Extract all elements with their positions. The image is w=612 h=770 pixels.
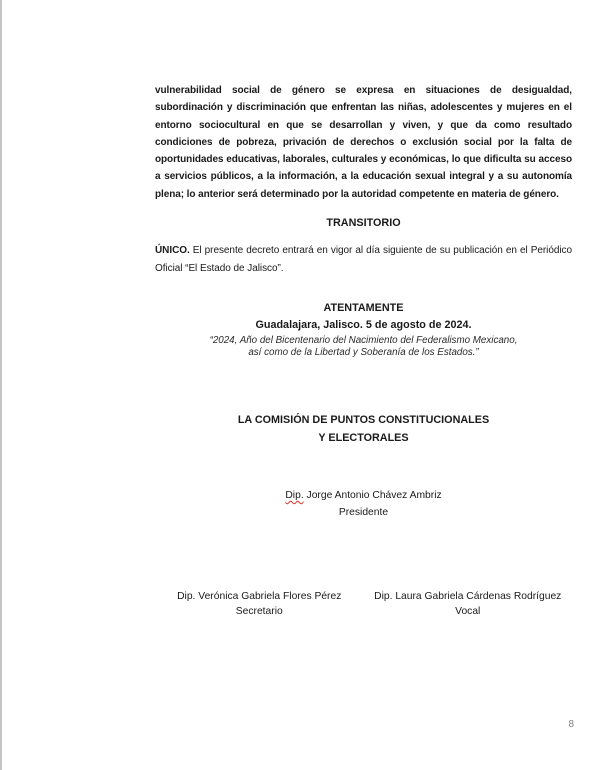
signatories-row [155,589,572,620]
page-content [155,0,572,620]
year-motto-line-2: así como de la Libertad y Soberanía de los Estados.” [248,346,479,358]
page-edge-line [0,0,2,770]
commission-heading [155,412,572,447]
president-name: Jorge Antonio Chávez Ambriz [303,489,442,501]
unico-text: El presente decreto entrará en vigor al día siguiente de su publicación en el Periódico Oficial “El Estado de Jalisco”. [155,245,572,274]
transitorio-heading: TRANSITORIO [326,217,401,230]
president-name-prefix: Dip. [285,489,304,501]
year-motto-line-1: “2024, Año del Bicentenario del Nacimiento del Federalismo Mexicano, [209,334,518,346]
unico-label: ÚNICO. [155,245,190,257]
body-paragraph: vulnerabilidad social de género se expresa en situaciones de desigualdad, subordinación y discriminación que enfrentan las niñas, adolescentes y mujeres en el entorno sociocultural en que se desarrollan y viven, y que da como resultado condiciones de pobreza, privación de derechos o exclusión social por la falta de oportunidades educativas, laborales, culturales y económicas, lo que dificulta su acceso a servicios públicos, a la información, a la educación sexual integral y a su autonomía plena; lo anterior será determinado por la autoridad competente en materia de género. [155,85,572,200]
commission-heading-line-2: Y ELECTORALES [318,431,409,444]
signatory-title: Secretario [235,606,283,618]
signatory-name: Dip. Laura Gabriela Cárdenas Rodríguez [374,590,562,602]
place-date-line: Guadalajara, Jalisco. 5 de agosto de 2024. [255,319,472,332]
unico-paragraph [155,242,572,277]
signatory-secretary-block [155,589,364,620]
president-signature-block [155,487,572,522]
commission-heading-line-1: LA COMISIÓN DE PUNTOS CONSTITUCIONALES [237,414,490,427]
president-title: Presidente [338,507,389,519]
signatory-title: Vocal [455,606,481,618]
atentamente-heading: ATENTAMENTE [323,301,404,314]
page-number: 8 [568,719,574,730]
signatory-name: Dip. Verónica Gabriela Flores Pérez [177,590,342,602]
president-name-line [155,487,572,504]
atentamente-block [155,300,572,359]
signatory-vocal-block [364,589,573,620]
